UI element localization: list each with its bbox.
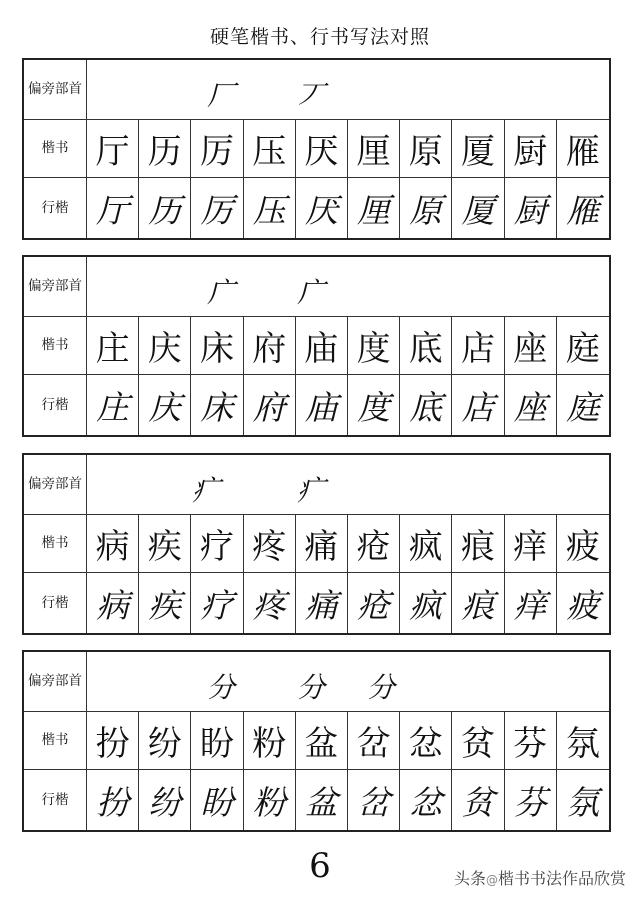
radical-glyph: 疒 [192,474,221,507]
kai-character: 庭 [557,317,609,375]
radical-display-row [87,652,609,712]
xing-character: 纷 [139,770,191,830]
kai-character: 度 [348,317,400,375]
xing-character: 原 [400,178,452,238]
xing-character: 府 [244,375,296,435]
xing-character: 疗 [191,573,243,633]
kai-character: 岔 [348,712,400,770]
kai-character: 疮 [348,515,400,573]
page-title: 硬笔楷书、行书写法对照 [209,26,430,48]
kai-character: 盆 [296,712,348,770]
kai-character: 雁 [557,120,609,178]
kai-character: 忿 [400,712,452,770]
kai-character: 纷 [139,712,191,770]
xing-character: 床 [191,375,243,435]
kai-character: 痕 [452,515,504,573]
xing-character: 痒 [505,573,557,633]
xing-character: 厦 [452,178,504,238]
radical-row-label: 偏旁 部首 [24,652,87,712]
xing-character: 扮 [87,770,139,830]
xing-character: 座 [505,375,557,435]
xing-character: 压 [244,178,296,238]
kai-character: 店 [452,317,504,375]
xing-character: 庭 [566,387,600,427]
xing-character: 庄 [87,375,139,435]
xing-character: 痕 [452,573,504,633]
xing-character: 庆 [139,375,191,435]
kai-character: 底 [400,317,452,375]
page-number: 6 [309,846,331,886]
radical-row-label: 偏旁 部首 [24,455,87,515]
xing-row-label: 行楷 [24,573,87,633]
xing-character: 疯 [400,573,452,633]
xing-character: 疲 [566,585,600,625]
kai-character: 厦 [452,120,504,178]
xing-character: 店 [452,375,504,435]
kai-character: 床 [191,317,243,375]
radical-display-row [87,455,609,515]
xing-character: 氛 [566,782,600,822]
xing-character: 底 [400,375,452,435]
watermark [454,866,626,889]
kai-character: 原 [400,120,452,178]
xing-character: 忿 [400,770,452,830]
xing-row-label: 行楷 [24,770,87,830]
radical-section [22,453,611,635]
watermark-prefix: 头条 [453,869,486,888]
xing-character: 疼 [244,573,296,633]
kai-character: 贫 [452,712,504,770]
radical-section [22,650,611,832]
radical-display-row [87,60,609,120]
radical-glyph: 分 [367,671,396,704]
radical-row-label: 偏旁 部首 [24,257,87,317]
kai-character: 疲 [557,515,609,573]
xing-character: 度 [348,375,400,435]
kai-character: 扮 [87,712,139,770]
xing-character: 疮 [348,573,400,633]
watermark-at: @ [485,873,498,887]
xing-character: 雁 [566,190,600,230]
kai-character: 氛 [557,712,609,770]
kai-character: 痛 [296,515,348,573]
radical-section [22,58,611,240]
kai-character: 疼 [244,515,296,573]
radical-glyph: 丆 [297,79,326,112]
xing-character: 厘 [348,178,400,238]
kai-row-label: 楷书 [24,120,87,178]
kai-character: 压 [244,120,296,178]
xing-character: 疾 [139,573,191,633]
kai-row-label: 楷书 [24,712,87,770]
kai-character: 庆 [139,317,191,375]
radical-glyph: 疒 [297,474,326,507]
radical-display-row [87,257,609,317]
kai-character: 府 [244,317,296,375]
xing-character: 盆 [296,770,348,830]
kai-character: 庙 [296,317,348,375]
radical-glyph: 广 [297,276,326,309]
xing-character: 庙 [296,375,348,435]
kai-row-label: 楷书 [24,317,87,375]
xing-character: 厅 [87,178,139,238]
kai-row-label: 楷书 [24,515,87,573]
xing-character: 盼 [191,770,243,830]
kai-character: 座 [505,317,557,375]
xing-character: 历 [139,178,191,238]
kai-character: 疯 [400,515,452,573]
kai-character: 厨 [505,120,557,178]
xing-character: 厉 [191,178,243,238]
radical-glyph: 厂 [207,79,236,112]
kai-character: 病 [87,515,139,573]
radical-glyph: 广 [207,276,236,309]
xing-row-label: 行楷 [24,178,87,238]
xing-character: 岔 [348,770,400,830]
xing-character: 厨 [505,178,557,238]
kai-character: 厌 [296,120,348,178]
watermark-account: 楷书书法作品欣赏 [497,869,626,888]
radical-glyph: 分 [207,671,236,704]
xing-character: 芬 [505,770,557,830]
xing-character: 粉 [244,770,296,830]
kai-character: 厉 [191,120,243,178]
kai-character: 庄 [87,317,139,375]
xing-character: 病 [87,573,139,633]
radical-row-label: 偏旁 部首 [24,60,87,120]
radical-section [22,255,611,437]
xing-character: 贫 [452,770,504,830]
xing-row-label: 行楷 [24,375,87,435]
xing-character: 痛 [296,573,348,633]
kai-character: 厅 [87,120,139,178]
kai-character: 厘 [348,120,400,178]
kai-character: 疗 [191,515,243,573]
kai-character: 盼 [191,712,243,770]
kai-character: 芬 [505,712,557,770]
kai-character: 粉 [244,712,296,770]
xing-character: 厌 [296,178,348,238]
kai-character: 疾 [139,515,191,573]
kai-character: 痒 [505,515,557,573]
radical-glyph: 分 [297,671,326,704]
kai-character: 历 [139,120,191,178]
